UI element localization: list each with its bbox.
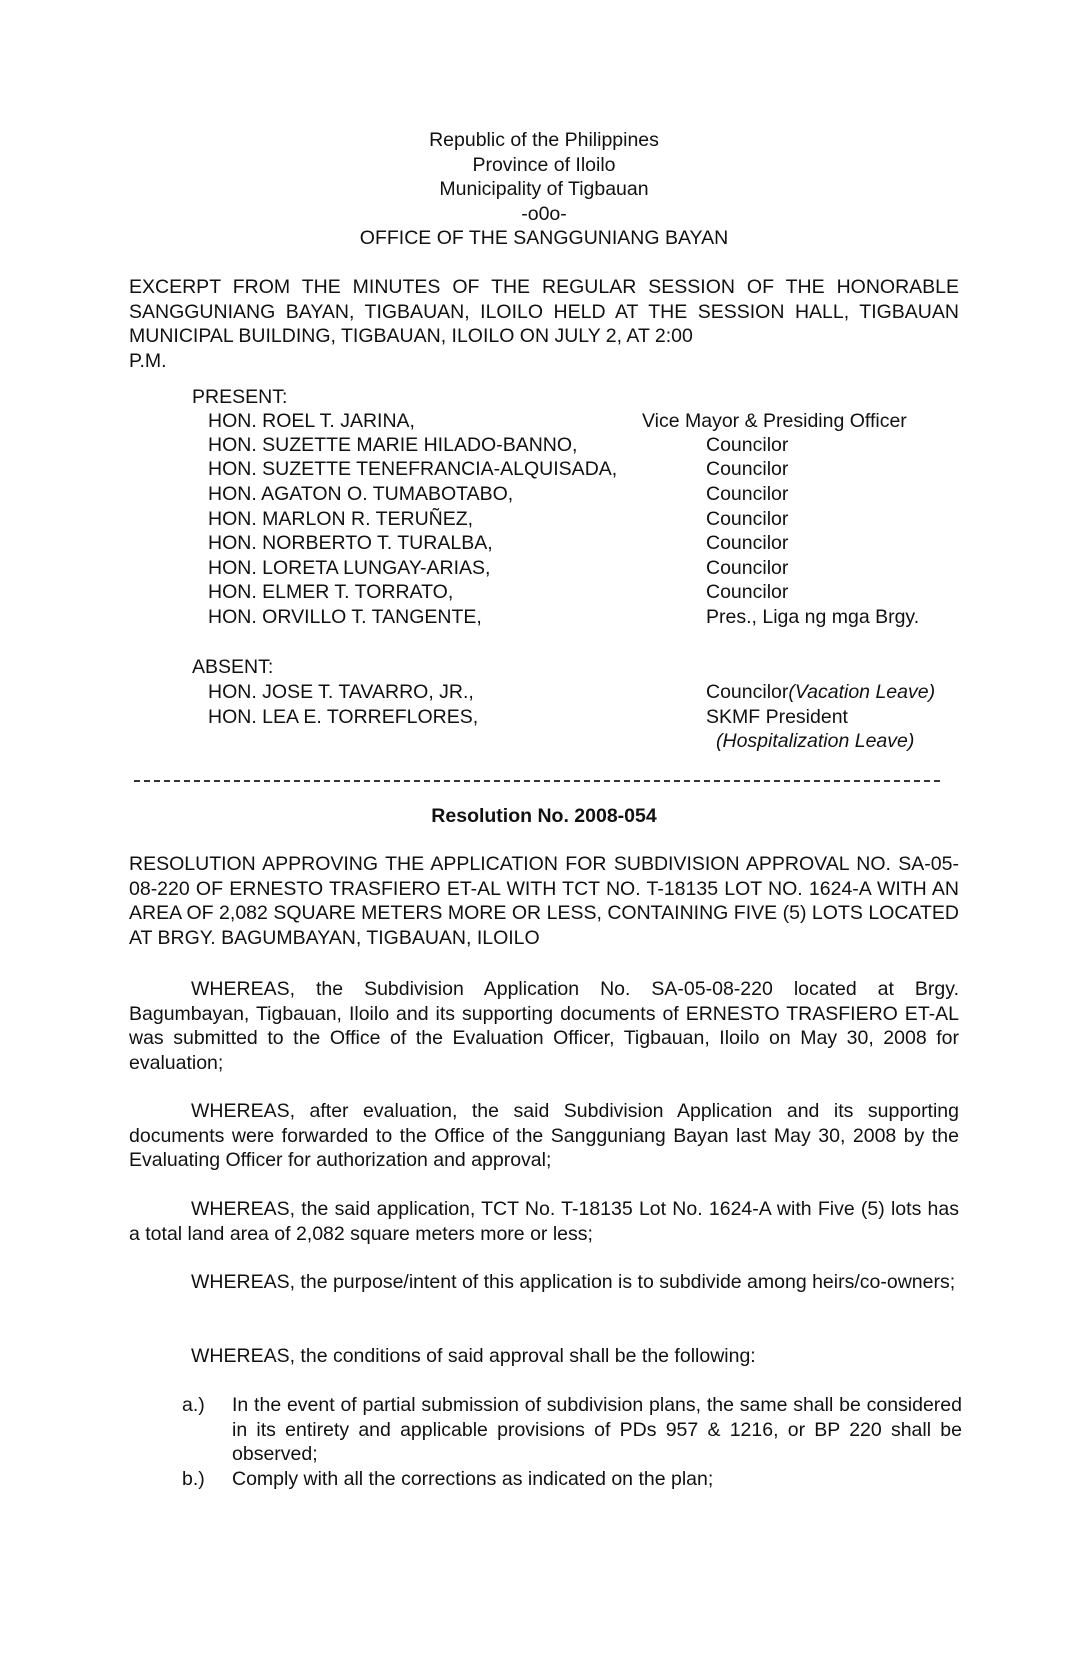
excerpt-line: HONORABLE SANGGUNIANG BAYAN, TIGBAUAN, ILOILO HELD AT THE SESSION: [129, 276, 960, 323]
absentee-position: SKMF President: [706, 706, 848, 728]
attendee-row: [208, 482, 968, 507]
attendee-row: [208, 605, 968, 630]
condition-text: In the event of partial submission of subdivision plans, the same shall be considered in its entirety and applicable provisions of PDs 957 & 1216, or BP 220 shall be observed;: [232, 1394, 962, 1465]
present-label: PRESENT:: [192, 386, 288, 408]
whereas-clause: WHEREAS, after evaluation, the said Subdivision Application and its supporting documents were forwarded to the Office of the Sangguniang Bayan last May 30, 2008 by the Evaluating Officer for authorization and approval;: [129, 1100, 959, 1171]
attendee-position: Councilor: [706, 458, 789, 480]
attendee-row: [208, 409, 968, 434]
absentee-position-title: Councilor: [706, 681, 789, 703]
absentee-name: HON. LEA E. TORREFLORES,: [208, 706, 479, 728]
attendee-name: HON. AGATON O. TUMABOTABO,: [208, 483, 514, 505]
whereas-clause: WHEREAS, the Subdivision Application No. SA-05-08-220 located at Brgy. Bagumbayan, Tigbauan, Iloilo and its supporting documents of ERNESTO TRASFIERO ET-AL was submitted to the Office of the Evaluation Officer, Tigbauan, Iloilo on May 30, 2008 for evaluation;: [129, 978, 959, 1074]
attendee-name: HON. LORETA LUNGAY-ARIAS,: [208, 557, 491, 579]
attendee-position: Councilor: [706, 434, 789, 456]
resolution-number: Resolution No. 2008-054: [431, 805, 657, 827]
header-municipality: Municipality of Tigbauan: [439, 178, 649, 200]
attendee-position: Councilor: [706, 532, 789, 554]
attendee-row: [208, 580, 968, 605]
attendee-name: HON. ORVILLO T. TANGENTE,: [208, 606, 482, 628]
attendee-position: Pres., Liga ng mga Brgy.: [706, 606, 920, 628]
excerpt-line: EXCERPT FROM THE MINUTES OF THE REGULAR SESSION OF THE: [129, 276, 825, 298]
attendee-row: [208, 531, 968, 556]
condition-item: [182, 1467, 962, 1492]
resolution-title: RESOLUTION APPROVING THE APPLICATION FOR SUBDIVISION APPROVAL NO. SA-05-08-220 OF ERNESTO TRASFIERO ET-AL WITH TCT NO. T-18135 LOT NO. 1624-A WITH AN AREA OF 2,082 SQUARE METERS MORE OR LESS, CONTAINING FIVE (5) LOTS LOCATED AT BRGY. BAGUMBAYAN, TIGBAUAN, ILOILO: [129, 853, 959, 949]
whereas-clause: WHEREAS, the said application, TCT No. T-18135 Lot No. 1624-A with Five (5) lots has a total land area of 2,082 square meters more or less;: [129, 1198, 959, 1245]
absentee-name: HON. JOSE T. TAVARRO, JR.,: [208, 681, 474, 703]
excerpt-line: HALL, TIGBAUAN MUNICIPAL BUILDING, TIGBAUAN, ILOILO ON JULY 2, AT 2:00: [129, 300, 959, 348]
leave-note: (Vacation Leave): [788, 681, 936, 703]
attendee-name: HON. ELMER T. TORRATO,: [208, 581, 454, 603]
attendee-name: HON. MARLON R. TERUÑEZ,: [208, 508, 474, 530]
absentee-row: [208, 705, 968, 730]
dashed-divider: [134, 780, 940, 782]
attendee-row: [208, 433, 968, 458]
absentee-position: [706, 680, 935, 705]
whereas-clause: WHEREAS, the conditions of said approval shall be the following:: [191, 1345, 756, 1367]
absentee-note-row: [208, 729, 968, 754]
header-province: Province of Iloilo: [472, 153, 616, 176]
attendee-name: HON. SUZETTE MARIE HILADO-BANNO,: [208, 434, 578, 456]
condition-text: Comply with all the corrections as indicated on the plan;: [232, 1468, 714, 1490]
header-office: OFFICE OF THE SANGGUNIANG BAYAN: [359, 227, 729, 249]
attendee-row: [208, 507, 968, 532]
attendee-name: HON. SUZETTE TENEFRANCIA-ALQUISADA,: [208, 458, 618, 480]
attendee-row: [208, 457, 968, 482]
letterhead: [0, 128, 1088, 251]
attendee-position: Councilor: [706, 581, 789, 603]
whereas-clause: WHEREAS, the purpose/intent of this application is to subdivide among heirs/co-owners;: [191, 1271, 956, 1293]
header-separator: -o0o-: [521, 202, 567, 225]
attendee-position: Councilor: [706, 508, 789, 530]
condition-label: b.): [182, 1468, 205, 1490]
attendee-position: Vice Mayor & Presiding Officer: [642, 410, 907, 432]
header-republic: Republic of the Philippines: [429, 129, 659, 151]
attendee-position: Councilor: [706, 557, 789, 579]
leave-note: (Hospitalization Leave): [716, 730, 915, 752]
attendee-name: HON. ROEL T. JARINA,: [208, 410, 415, 432]
excerpt-line: P.M.: [129, 349, 167, 372]
absent-label: ABSENT:: [192, 656, 274, 678]
attendee-row: [208, 556, 968, 581]
attendee-name: HON. NORBERTO T. TURALBA,: [208, 532, 493, 554]
absentee-row: [208, 680, 968, 705]
attendee-position: Councilor: [706, 483, 789, 505]
excerpt-paragraph: [129, 275, 959, 373]
condition-item: [182, 1393, 962, 1467]
condition-label: a.): [182, 1394, 205, 1416]
